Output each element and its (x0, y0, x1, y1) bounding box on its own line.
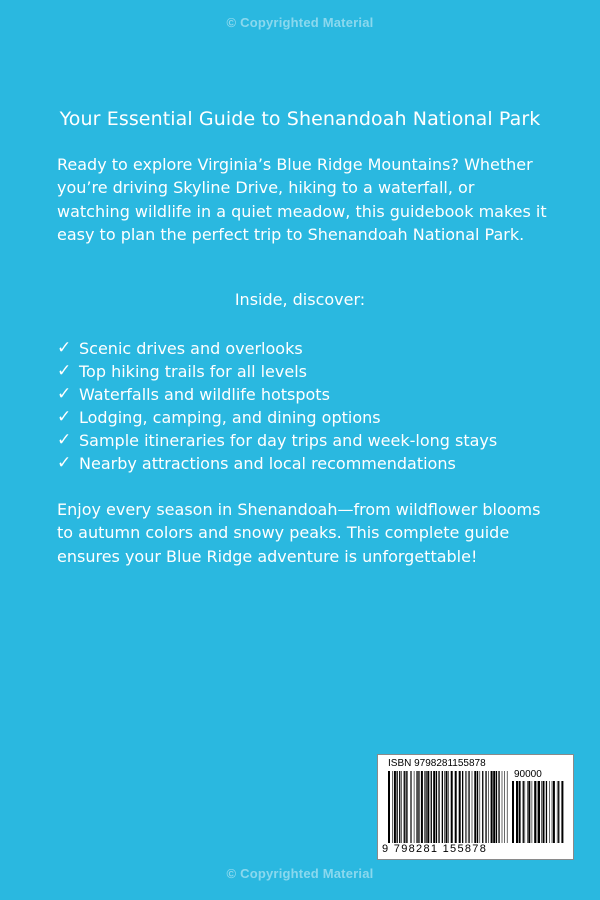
barcode-bar (397, 771, 398, 843)
feature-text: Scenic drives and overlooks (79, 339, 303, 358)
feature-list (57, 337, 497, 475)
barcode-bar (561, 781, 563, 843)
barcode-bar (485, 771, 486, 843)
barcode-bar (455, 771, 457, 843)
barcode-bar (546, 781, 547, 843)
barcode-bar (421, 771, 423, 843)
barcode-bar (543, 781, 545, 843)
barcode-bar (468, 771, 469, 843)
barcode-bar (502, 771, 503, 843)
barcode-bar (474, 771, 476, 843)
checkmark-icon: ✓ (57, 430, 72, 450)
barcode-bar (537, 781, 538, 843)
checkmark-icon: ✓ (57, 338, 72, 358)
barcode-bar (404, 771, 405, 843)
barcode-bar (523, 781, 524, 843)
barcode-bar (399, 771, 400, 843)
barcode-bar (465, 771, 466, 843)
barcode-bar (467, 771, 468, 843)
feature-item (57, 406, 497, 429)
barcode-bar (406, 771, 407, 843)
barcode-bar (446, 771, 448, 843)
price-code: 90000 (514, 769, 542, 780)
back-cover-title: Your Essential Guide to Shenandoah National Park (59, 108, 541, 130)
barcode-bar (549, 781, 550, 843)
barcode-bar (488, 771, 489, 843)
barcode-bar (541, 781, 542, 843)
barcode-bar (532, 781, 533, 843)
feature-text: Nearby attractions and local recommendations (79, 454, 456, 473)
barcode-bar (480, 771, 481, 843)
feature-text: Sample itineraries for day trips and week-long stays (79, 431, 498, 450)
feature-item (57, 337, 497, 360)
barcode-bar (496, 771, 497, 843)
inside-heading: Inside, discover: (234, 290, 366, 309)
checkmark-icon: ✓ (57, 361, 72, 381)
barcode-bar (416, 771, 417, 843)
barcode-bar (392, 771, 393, 843)
barcode-bar (411, 771, 412, 843)
barcode-bar (534, 781, 536, 843)
barcode-bar (436, 771, 437, 843)
barcode-bar (516, 781, 518, 843)
barcode-bars-addon (512, 781, 564, 843)
barcode-bar (407, 771, 408, 843)
intro-paragraph: Ready to explore Virginia’s Blue Ridge Mountains? Whether you’re driving Skyline Drive, hiking to a waterfall, or watching wildlife in a quiet meadow, this guidebook makes it easy to plan the perfect trip to Shenandoah National Park. (57, 155, 547, 245)
barcode-bar (552, 781, 553, 843)
barcode-bar (444, 771, 445, 843)
barcode-bar (388, 771, 390, 843)
checkmark-icon: ✓ (57, 407, 72, 427)
barcode-bar (401, 771, 402, 843)
barcode-bar (451, 771, 453, 843)
isbn-label: ISBN 9798281155878 (388, 758, 486, 769)
barcode-bar (519, 781, 521, 843)
barcode-bar (558, 781, 559, 843)
checkmark-icon: ✓ (57, 384, 72, 404)
barcode-bar (418, 771, 419, 843)
checkmark-icon: ✓ (57, 453, 72, 473)
copyright-watermark-bottom: © Copyrighted Material (226, 866, 374, 881)
barcode-bar (482, 771, 483, 843)
feature-item (57, 452, 497, 475)
barcode-bar (557, 781, 558, 843)
closing-paragraph: Enjoy every season in Shenandoah—from wildflower blooms to autumn colors and snowy peaks. This complete guide ensures your Blue Ridge adventure is unforgettable! (57, 500, 541, 566)
barcode-bar (527, 781, 528, 843)
barcode-bar (414, 771, 415, 843)
barcode-bar (507, 771, 508, 843)
barcode-bar (442, 771, 443, 843)
feature-text: Top hiking trails for all levels (79, 362, 307, 381)
barcode-bar (498, 771, 499, 843)
barcode-bar (472, 771, 473, 843)
feature-item (57, 360, 497, 383)
barcode-bar (462, 771, 463, 843)
barcode-bar (438, 771, 439, 843)
barcode-bar (425, 771, 426, 843)
isbn-barcode (377, 754, 574, 860)
barcode-bar (538, 781, 540, 843)
barcode-bar (448, 771, 449, 843)
barcode-bar (410, 771, 411, 843)
barcode-bar (493, 771, 495, 843)
barcode-bar (553, 781, 555, 843)
barcode-bar (491, 771, 493, 843)
feature-text: Lodging, camping, and dining options (79, 408, 381, 427)
copyright-watermark-top: © Copyrighted Material (226, 15, 374, 30)
barcode-bar (431, 771, 432, 843)
barcode-bar (459, 771, 461, 843)
barcode-bars-main (388, 771, 508, 843)
barcode-bar (528, 781, 530, 843)
barcode-bar (427, 771, 429, 843)
barcode-digits: 9 798281 155878 (382, 843, 488, 855)
barcode-bar (504, 771, 505, 843)
feature-text: Waterfalls and wildlife hotspots (79, 385, 330, 404)
barcode-bar (525, 781, 526, 843)
barcode-bar (512, 781, 514, 843)
barcode-bar (424, 771, 425, 843)
barcode-bar (477, 771, 478, 843)
barcode-bar (394, 771, 396, 843)
feature-item (57, 429, 497, 452)
barcode-bar (433, 771, 435, 843)
feature-item (57, 383, 497, 406)
